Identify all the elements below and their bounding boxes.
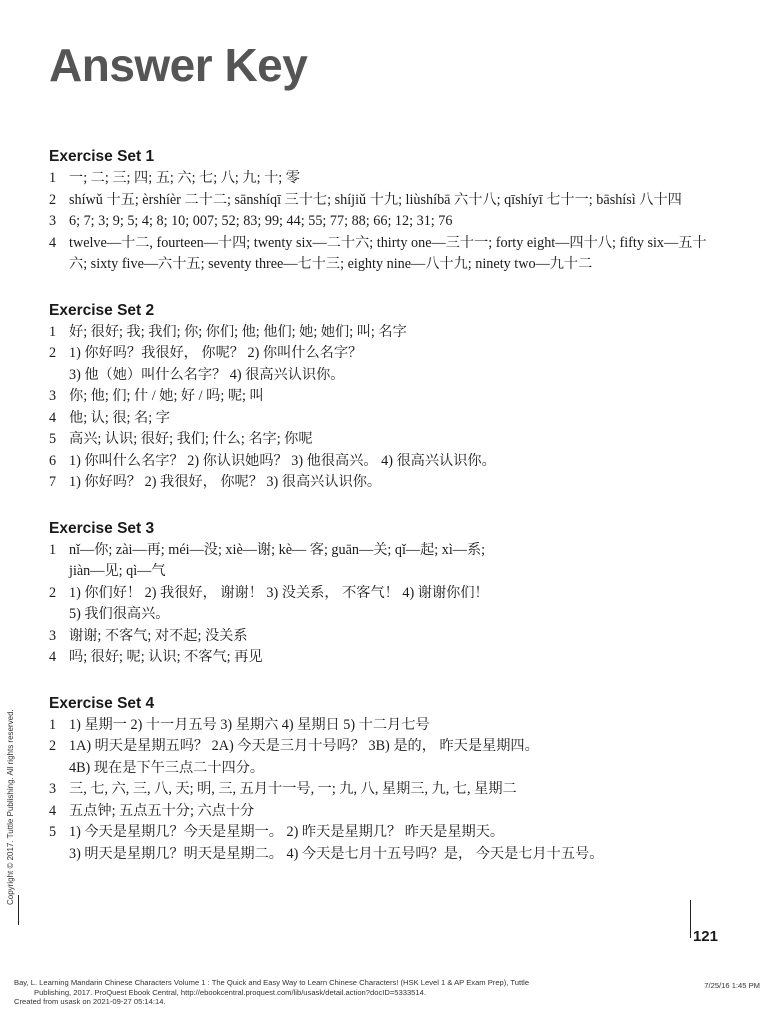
answer-text: 你; 他; 们; 什 / 她; 好 / 吗; 呢; 叫 (69, 388, 264, 404)
answer-text: 谢谢; 不客气; 对不起; 没关系 (69, 627, 248, 644)
answer-text: 他; 认; 很; 名; 字 (69, 409, 170, 426)
exercise-set-1 (49, 148, 719, 276)
answer-text: 1) 你好吗？ 2) 我很好， 你呢？ 3) 很高兴认识你。 (69, 474, 382, 490)
answer-text: nǐ—你; zài—再; méi—没; xiè—谢; kè— 客; guān—关; qǐ—起; xì—系; jiàn—见; qì—气 (69, 541, 486, 579)
answer-text: 好; 很好; 我; 我们; 你; 你们; 他; 他们; 她; 她们; 叫; 名字 (69, 323, 407, 340)
exercise-set-2 (49, 302, 719, 494)
answer-text: 1A) 明天是星期五吗？ 2A) 今天是三月十号吗？ 3B) 是的， 昨天是星期四。 4B) 现在是下午三点二十四分。 (69, 738, 539, 776)
answer-item (49, 736, 719, 779)
answer-number: 1 (49, 323, 57, 340)
answer-item (49, 343, 719, 386)
answer-item (49, 583, 719, 626)
answer-number: 1 (49, 541, 57, 558)
answer-text: 三, 七, 六, 三, 八, 天; 明, 三, 五月十一号, 一; 九, 八, 星期三, 九, 七, 星期二 (69, 781, 517, 797)
answer-item (49, 168, 719, 190)
answer-number: 4 (49, 649, 57, 665)
answer-text: 吗; 很好; 呢; 认识; 不客气; 再见 (69, 649, 263, 665)
answer-text: shíwǔ 十五; èrshíèr 二十二; sānshíqī 三十七; shíjiǔ 十九; liùshíbā 六十八; qīshíyī 七十一; bāshísì 八十四 (69, 191, 682, 208)
answer-item (49, 190, 719, 212)
citation-line: Bay, L. Learning Mandarin Chinese Characters Volume 1 : The Quick and Easy Way to Learn Chinese Characters! (HSK Level 1 & AP Exam Prep), Tuttle (14, 978, 530, 987)
answer-number: 5 (49, 431, 57, 447)
answer-item (49, 801, 719, 823)
answer-text: 高兴; 认识; 很好; 我们; 什么; 名字; 你呢 (69, 431, 313, 447)
answer-item (49, 626, 719, 648)
exercise-set-heading: Exercise Set 4 (49, 694, 155, 712)
answer-item (49, 322, 719, 344)
answer-item (49, 211, 719, 233)
answer-number: 2 (49, 191, 57, 208)
answer-item (49, 451, 719, 473)
answer-item (49, 715, 719, 737)
answer-item (49, 647, 719, 669)
answer-text: 6; 7; 3; 9; 5; 4; 8; 10; 007; 52; 83; 99; 44; 55; 77; 88; 66; 12; 31; 76 (69, 213, 453, 229)
exercise-set-3 (49, 520, 719, 669)
answer-text: 1) 你叫什么名字？ 2) 你认识她吗？ 3) 他很高兴。 4) 很高兴认识你。 (69, 452, 496, 469)
side-copyright-notice: Copyright © 2017. Tuttle Publishing. All rights reserved. (6, 709, 15, 905)
answer-number: 3 (49, 388, 57, 404)
answer-item (49, 386, 719, 408)
answer-text: 五点钟; 五点五十分; 六点十分 (69, 802, 255, 819)
answer-number: 3 (49, 781, 57, 797)
answer-number: 4 (49, 802, 57, 819)
print-timestamp: 7/25/16 1:45 PM (704, 981, 760, 990)
answer-number: 3 (49, 213, 57, 229)
answer-text: 1) 你好吗？我很好， 你呢？ 2) 你叫什么名字？ 3) 他（她）叫什么名字？ 4) 很高兴认识你。 (69, 345, 363, 383)
answer-item (49, 429, 719, 451)
exercise-set-heading: Exercise Set 2 (49, 301, 155, 319)
citation-footer (14, 978, 684, 1007)
answer-number: 2 (49, 345, 57, 361)
exercise-set-4 (49, 695, 719, 866)
answer-text: 1) 星期一 2) 十一月五号 3) 星期六 4) 星期日 5) 十二月七号 (69, 716, 430, 733)
answer-item (49, 408, 719, 430)
answer-number: 5 (49, 824, 57, 840)
answer-text: twelve—十二, fourteen—十四; twenty six—二十六; thirty one—三十一; forty eight—四十八; fifty six—五十六; sixty five—六十五; seventy three—七十三; eighty nine—八十九; ninety two—九十二 (69, 234, 707, 272)
answer-item (49, 540, 719, 583)
answer-number: 2 (49, 738, 57, 754)
crop-mark (690, 900, 691, 938)
answer-item (49, 233, 719, 276)
answer-number: 4 (49, 234, 57, 251)
answer-number: 2 (49, 584, 57, 601)
answer-item (49, 822, 719, 865)
exercise-set-heading: Exercise Set 3 (49, 519, 155, 537)
answer-number: 1 (49, 170, 57, 186)
page-number: 121 (692, 928, 718, 945)
answer-item (49, 779, 719, 801)
answer-number: 1 (49, 716, 57, 733)
citation-line: Publishing, 2017. ProQuest Ebook Central, http://ebookcentral.proquest.com/lib/usask/detail.action?docID=5333514. (34, 987, 426, 997)
answer-number: 4 (49, 409, 57, 426)
crop-mark (18, 895, 19, 925)
answer-number: 7 (49, 474, 57, 490)
answer-text: 1) 你们好！ 2) 我很好， 谢谢！ 3) 没关系， 不客气！ 4) 谢谢你们！ 5) 我们很高兴。 (69, 584, 489, 622)
answer-number: 6 (49, 452, 57, 469)
exercise-set-heading: Exercise Set 1 (49, 148, 155, 165)
citation-line: Created from usask on 2021-09-27 05:14:14. (14, 997, 166, 1006)
answer-number: 3 (49, 627, 57, 644)
answer-text: 一; 二; 三; 四; 五; 六; 七; 八; 九; 十; 零 (69, 170, 300, 186)
answer-key-content (49, 148, 719, 891)
answer-text: 1) 今天是星期几？今天是星期一。 2) 昨天是星期几？ 昨天是星期天。 3) 明天是星期几？明天是星期二。 4) 今天是七月十五号吗？是， 今天是七月十五号。 (69, 824, 604, 862)
page-title: Answer Key (49, 39, 308, 91)
answer-item (49, 472, 719, 494)
